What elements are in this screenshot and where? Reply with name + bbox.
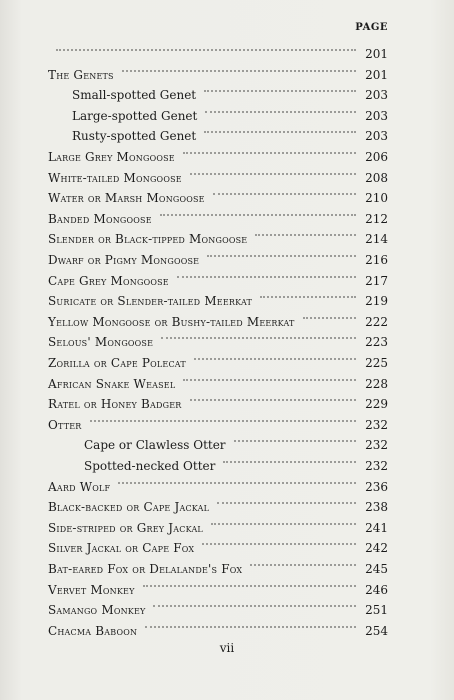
toc-entry-title: Cape Grey Mongoose: [48, 273, 169, 288]
toc-entry: [48, 310, 388, 328]
toc-entry-title: Bat-eared Fox or Delalande's Fox: [48, 562, 243, 576]
toc-leader-dots: [143, 585, 356, 587]
toc-leader-dots: [234, 440, 356, 442]
toc-entry-page: 206: [365, 150, 388, 164]
toc-entry-page: 245: [365, 562, 388, 576]
toc-entry-title: Side-striped or Grey Jackal: [48, 520, 203, 535]
toc-entry-title: White-tailed Mongoose: [48, 170, 182, 185]
toc-entry-page: 203: [365, 108, 388, 123]
toc-entry: [48, 413, 388, 431]
toc-entry-page: 223: [365, 335, 388, 350]
toc-entry-title: Black-backed or Cape Jackal: [48, 500, 210, 515]
toc-entry-title: Large Grey Mongoose: [48, 150, 175, 164]
toc-leader-dots: [153, 605, 356, 607]
toc-entry: [48, 495, 388, 513]
toc-leader-dots: [118, 482, 356, 484]
toc-entry-page: 232: [365, 417, 388, 432]
toc-entry-title: Aard Wolf: [48, 479, 111, 494]
toc-entry-title: Otter: [48, 417, 82, 432]
toc-leader-dots: [205, 111, 356, 113]
toc-entry: [48, 536, 388, 554]
toc-entry-title: Cape or Clawless Otter: [84, 438, 226, 453]
toc-entry: [48, 42, 388, 60]
toc-entry: [48, 619, 388, 637]
toc-entry-page: 228: [365, 376, 388, 391]
toc-entry: [48, 248, 388, 266]
toc-entry: [48, 392, 388, 410]
toc-entry-page: 232: [365, 438, 388, 453]
toc-entry-page: 201: [365, 47, 388, 61]
toc-leader-dots: [56, 49, 356, 51]
toc-leader-dots: [160, 214, 356, 216]
toc-leader-dots: [303, 317, 356, 319]
toc-leader-dots: [183, 152, 356, 154]
toc-entry-title: Ratel or Honey Badger: [48, 397, 182, 412]
toc-leader-dots: [183, 379, 356, 381]
toc-entry-page: 216: [365, 253, 388, 267]
toc-entry-page: 203: [365, 129, 388, 144]
toc-entry: [48, 289, 388, 307]
toc-leader-dots: [145, 626, 356, 628]
toc-entry-page: 238: [365, 500, 388, 515]
toc-entry-title: Rusty-spotted Genet: [72, 129, 197, 144]
toc-entry-page: 246: [365, 582, 388, 597]
toc-entry-page: 254: [365, 623, 388, 638]
toc-entry-title: Spotted-necked Otter: [84, 459, 216, 473]
toc-entry: [48, 454, 388, 472]
toc-entry-title: Zorilla or Cape Polecat: [48, 356, 186, 370]
toc-entry-page: 232: [365, 459, 388, 473]
toc-entry: [48, 330, 388, 348]
toc-leader-dots: [90, 420, 356, 422]
toc-entry-page: 236: [365, 479, 388, 494]
toc-entry-title: The Genets: [48, 67, 114, 82]
toc-leader-dots: [207, 255, 356, 257]
toc-entry: [48, 516, 388, 534]
toc-leader-dots: [213, 193, 356, 195]
toc-leader-dots: [194, 358, 356, 360]
toc-leader-dots: [204, 90, 356, 92]
toc-leader-dots: [177, 276, 356, 278]
toc-entry: [48, 598, 388, 616]
toc-entry-page: 208: [365, 170, 388, 185]
toc-entry-page: 212: [365, 211, 388, 226]
toc-entry-title: Vervet Monkey: [48, 582, 135, 597]
toc-leader-dots: [161, 337, 356, 339]
toc-entry-page: 242: [365, 541, 388, 556]
toc-leader-dots: [217, 502, 356, 504]
toc-entry: [48, 433, 388, 451]
page-column-label: PAGE: [355, 22, 388, 33]
toc-entry-page: 203: [365, 88, 388, 103]
toc-entry: [48, 186, 388, 204]
toc-entry-title: Large-spotted Genet: [72, 108, 198, 123]
toc-leader-dots: [223, 461, 356, 463]
toc-entry-title: Chacma Baboon: [48, 623, 138, 638]
toc-entry-title: Banded Mongoose: [48, 211, 152, 226]
toc-entry-title: Yellow Mongoose or Bushy-tailed Meerkat: [48, 314, 295, 329]
toc-entry: [48, 207, 388, 225]
toc-entry-page: 201: [365, 67, 388, 82]
toc-leader-dots: [250, 564, 356, 566]
toc-entry: [48, 372, 388, 390]
toc-entry: [48, 557, 388, 575]
toc-entry-page: 219: [365, 294, 388, 309]
toc-leader-dots: [190, 399, 357, 401]
toc-entry: [48, 104, 388, 122]
toc-entry-title: Slender or Black-tipped Mongoose: [48, 232, 248, 247]
toc-entry-page: 229: [365, 397, 388, 412]
toc-entry-title: African Snake Weasel: [48, 376, 176, 391]
toc-entry-title: Small-spotted Genet: [72, 88, 197, 103]
toc-entry-title: Selous' Mongoose: [48, 335, 154, 350]
toc-leader-dots: [190, 173, 356, 175]
toc-leader-dots: [255, 234, 356, 236]
page-numeral: vii: [219, 641, 235, 655]
toc-leader-dots: [211, 523, 356, 525]
toc-leader-dots: [202, 543, 356, 545]
toc-entry-page: 210: [365, 191, 388, 206]
toc-entry: [48, 166, 388, 184]
toc-entry-title: Suricate or Slender-tailed Meerkat: [48, 294, 253, 309]
toc-entry: [48, 124, 388, 142]
toc-entry-page: 225: [365, 356, 388, 370]
toc-entry-page: 251: [365, 603, 388, 618]
toc-entry-page: 214: [365, 232, 388, 247]
toc-entry: [48, 83, 388, 101]
toc-entry: [48, 145, 388, 163]
toc-leader-dots: [122, 70, 356, 72]
toc-entry: [48, 269, 388, 287]
toc-entry: [48, 475, 388, 493]
toc-entry-page: 222: [365, 314, 388, 329]
toc-entry: [48, 63, 388, 81]
toc-entry: [48, 227, 388, 245]
toc-leader-dots: [204, 131, 356, 133]
toc-entry-title: Dwarf or Pigmy Mongoose: [48, 253, 200, 267]
toc-entry: [48, 351, 388, 369]
toc-entry-page: 217: [365, 273, 388, 288]
toc-entry-title: Samango Monkey: [48, 603, 146, 618]
toc-entry-page: 241: [365, 520, 388, 535]
toc-leader-dots: [260, 296, 356, 298]
toc-entry: [48, 578, 388, 596]
toc-entry-title: Silver Jackal or Cape Fox: [48, 541, 195, 556]
toc-entry-title: Water or Marsh Mongoose: [48, 191, 205, 206]
